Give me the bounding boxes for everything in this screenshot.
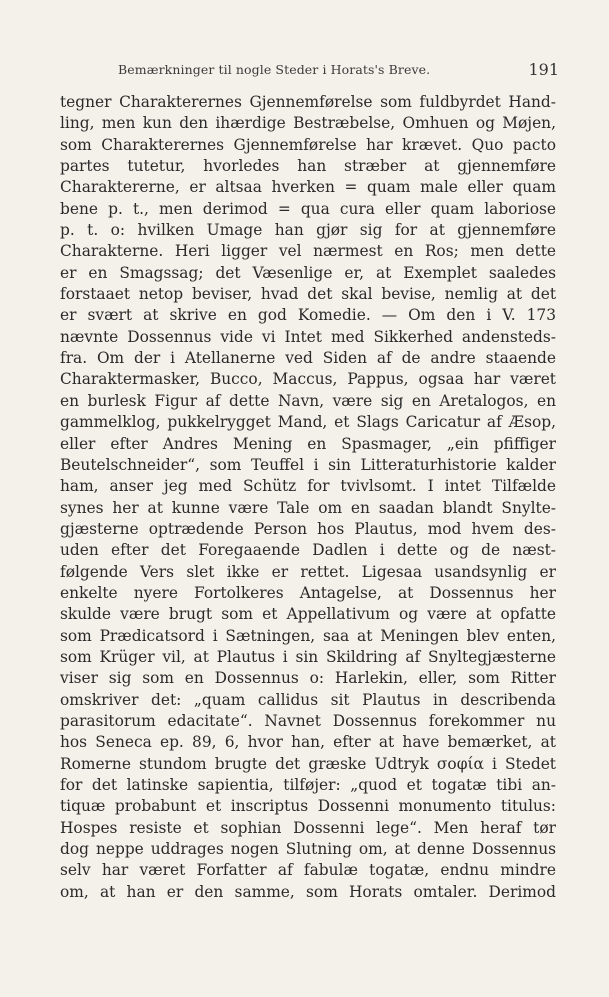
text-line: tegner Charakterernes Gjennemførelse som fuldbyrdet Hand-: [60, 93, 556, 111]
text-line: eller efter Andres Mening en Spasmager, „ein pfiffiger: [60, 434, 556, 453]
text-line: selv har været Forfatter af fabulæ togatæ, endnu mindre: [60, 861, 556, 880]
text-line: p. t. o: hvilken Umage han gjør sig for at gjennemføre: [60, 221, 556, 240]
text-line: skulde være brugt som et Appellativum og være at opfatte: [60, 605, 556, 624]
page-number: 191: [528, 60, 559, 79]
text-line: følgende Vers slet ikke er rettet. Ligesaa usandsynlig er: [60, 562, 556, 581]
text-line: Hospes resiste et sophian Dossenni lege“. Men heraf tør: [60, 818, 556, 837]
running-head: Bemærkninger til nogle Steder i Horats's Breve.: [118, 62, 431, 77]
text-line: viser sig som en Dossennus o: Harlekin, eller, som Ritter: [60, 669, 556, 688]
text-line: er svært at skrive en god Komedie. — Om den i V. 173: [60, 306, 556, 325]
text-line: som Prædicatsord i Sætningen, saa at Meningen blev enten,: [60, 626, 556, 645]
text-line: en burlesk Figur af dette Navn, være sig en Aretalogos, en: [60, 391, 556, 410]
text-line: parasitorum edacitate“. Navnet Dossennus forekommer nu: [60, 711, 556, 730]
text-line: om, at han er den samme, som Horats omtaler. Derimod: [60, 882, 556, 901]
text-line: omskriver det: „quam callidus sit Plautus in describenda: [60, 690, 556, 709]
text-line: uden efter det Foregaaende Dadlen i dette og de næst-: [60, 541, 556, 560]
text-line: hos Seneca ep. 89, 6, hvor han, efter at have bemærket, at: [60, 733, 556, 752]
text-line: for det latinske sapientia, tilføjer: „quod et togatæ tibi an-: [60, 776, 556, 794]
text-line: ling, men kun den ihærdige Bestræbelse, Omhuen og Møjen,: [60, 114, 556, 133]
text-line: nævnte Dossennus vide vi Intet med Sikkerhed andensteds-: [60, 327, 556, 346]
text-line: er en Smagssag; det Væsenlige er, at Exemplet saaledes: [60, 263, 556, 282]
text-line: synes her at kunne være Tale om en saadan blandt Snylte-: [60, 498, 556, 517]
text-line: gjæsterne optrædende Person hos Plautus, mod hvem des-: [60, 519, 556, 538]
text-line: som Krüger vil, at Plautus i sin Skildring af Snyltegjæsterne: [60, 647, 556, 666]
text-line: Charaktererne, er altsaa hverken = quam male eller quam: [60, 178, 556, 197]
text-line: bene p. t., men derimod = qua cura eller quam laboriose: [60, 199, 556, 218]
text-line: Beutelschneider“, som Teuffel i sin Litteraturhistorie kalder: [60, 455, 556, 474]
text-line: Charaktermasker, Bucco, Maccus, Pappus, ogsaa har været: [60, 370, 556, 389]
text-line: enkelte nyere Fortolkeres Antagelse, at Dossennus her: [60, 583, 556, 602]
text-line: fra. Om der i Atellanerne ved Siden af de andre staaende: [60, 349, 556, 368]
text-line: Charakterne. Heri ligger vel nærmest en Ros; men dette: [60, 242, 556, 261]
body-text: [60, 92, 556, 903]
text-line: Romerne stundom brugte det græske Udtryk σοφία i Stedet: [60, 754, 556, 773]
text-line: tiquæ probabunt et inscriptus Dossenni monumento titulus:: [60, 797, 556, 816]
text-line: partes tutetur, hvorledes han stræber at gjennemføre: [60, 157, 556, 176]
text-line: som Charakterernes Gjennemførelse har krævet. Quo pacto: [60, 135, 556, 154]
text-line: ham, anser jeg med Schütz for tvivlsomt. I intet Tilfælde: [60, 477, 556, 496]
page-header: [60, 58, 559, 82]
text-line: dog neppe uddrages nogen Slutning om, at denne Dossennus: [60, 840, 556, 859]
text-line: gammelklog, pukkelrygget Mand, et Slags Caricatur af Æsop,: [60, 413, 556, 432]
text-line: forstaaet netop beviser, hvad det skal bevise, nemlig at det: [60, 285, 556, 304]
